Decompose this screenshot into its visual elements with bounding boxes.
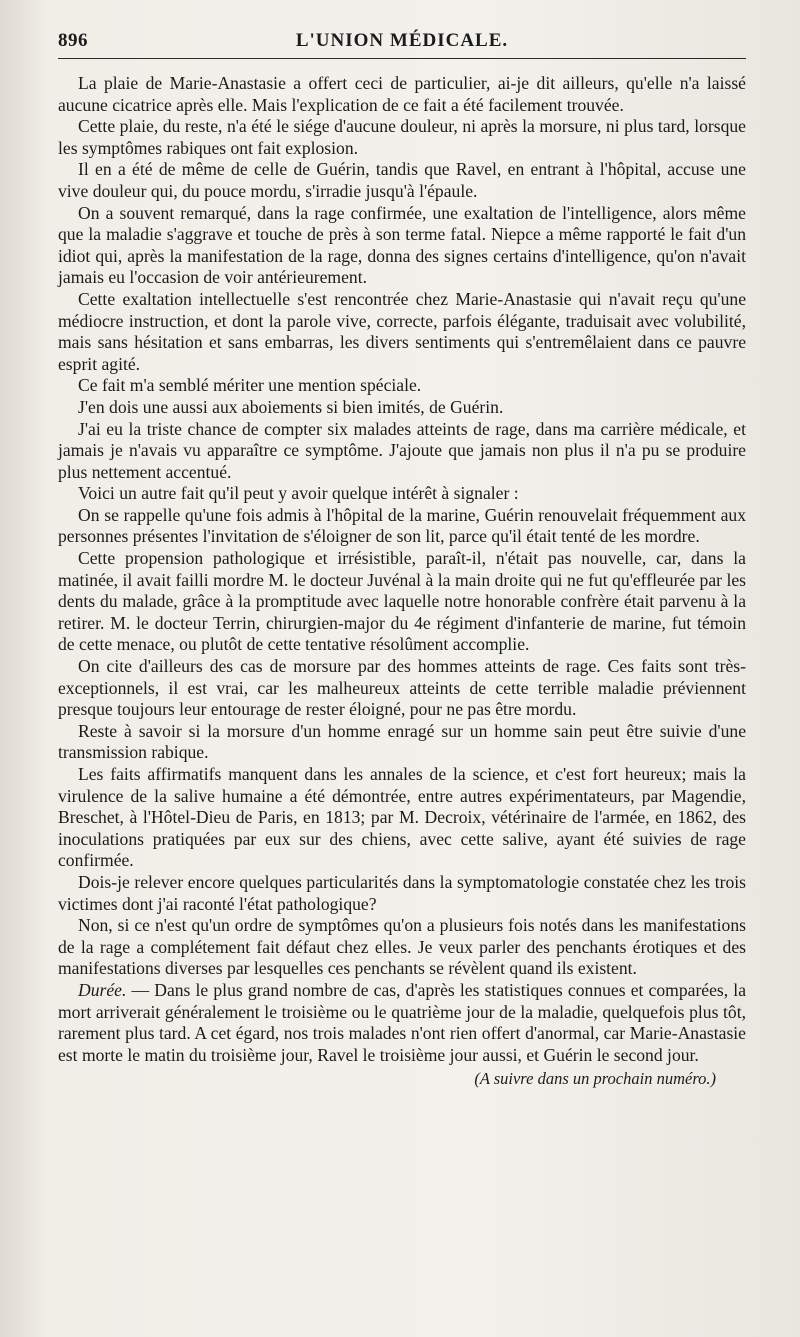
paragraph: Cette propension pathologique et irrésistible, paraît-il, n'était pas nouvelle, car, dans la matinée, il avait failli mordre M. le docteur Juvénal à la main droite qui ne fut qu'effleurée par les dents du malade, grâce à la promptitude avec laquelle notre honorable confrère était parvenu à la retirer. M. le docteur Terrin, chirurgien-major du 4e régiment d'infanterie de marine, fut témoin de cette menace, ou plutôt de cette tentative résolûment accomplie. [58,548,746,655]
paragraph: Cette plaie, du reste, n'a été le siége d'aucune douleur, ni après la morsure, ni plus tard, lorsque les symptômes rabiques ont fait explosion. [58,116,746,158]
paragraph: Dois-je relever encore quelques particularités dans la symptomatologie constatée chez les trois victimes dont j'ai raconté l'état pathologique? [58,871,746,914]
paragraph: Reste à savoir si la morsure d'un homme enragé sur un homme sain peut être suivie d'une transmission rabique. [58,720,746,763]
paragraph: Les faits affirmatifs manquent dans les annales de la science, et c'est fort heureux; mais la virulence de la salive humaine a été démontrée, entre autres expérimentateurs, par Magendie, Breschet, à l'Hôtel-Dieu de Paris, en 1813; par M. Decroix, vétérinaire de l'armée, en 1862, des inoculations pratiquées par eux sur des chiens, avec cette salive, ayant été suivies de rage confirmée. [58,764,746,871]
page-header [58,28,746,59]
paragraph: La plaie de Marie-Anastasie a offert ceci de particulier, ai-je dit ailleurs, qu'elle n'a laissé aucune cicatrice après elle. Mais l'explication de ce fait a été facilement trouvée. [58,73,746,115]
paragraph: J'ai eu la triste chance de compter six malades atteints de rage, dans ma carrière médicale, et jamais je n'avais vu apparaître ce symptôme. J'ajoute que jamais non plus il n'a pu se produire plus nettement accentué. [58,418,746,482]
continuation-note: (A suivre dans un prochain numéro.) [474,1069,716,1089]
paragraph: On se rappelle qu'une fois admis à l'hôpital de la marine, Guérin renouvelait fréquemment aux personnes présentes l'invitation de s'éloigner de son lit, parce qu'il était tenté de les mordre. [58,504,746,547]
article-body [58,73,746,1066]
paragraph: J'en dois une aussi aux aboiements si bien imités, de Guérin. [78,396,504,417]
paragraph: On cite d'ailleurs des cas de morsure par des hommes atteints de rage. Ces faits sont très-exceptionnels, il est vrai, car les malheureux atteints de cette terrible maladie préviennent presque toujours leur entourage de rester éloigné, pour ne pas être mordu. [58,656,746,720]
page-number: 896 [58,30,88,51]
duree-paragraph [58,980,746,1066]
running-title: L'UNION MÉDICALE. [295,30,509,51]
paragraph: Voici un autre fait qu'il peut y avoir quelque intérêt à signaler : [78,483,519,504]
paragraph: Il en a été de même de celle de Guérin, tandis que Ravel, en entrant à l'hôpital, accuse une vive douleur qui, du pouce mordu, s'irradie jusqu'à l'épaule. [58,159,746,201]
paragraph: Ce fait m'a semblé mériter une mention spéciale. [78,375,422,396]
paragraph: Cette exaltation intellectuelle s'est rencontrée chez Marie-Anastasie qui n'avait reçu qu'une médiocre instruction, et dont la parole vive, correcte, parfois élégante, traduisait avec volubilité, mais sans hésitation et sans embarras, les divers sentiments qui s'entremêlaient dans ce pauvre esprit agité. [58,288,746,374]
paragraph: Non, si ce n'est qu'un ordre de symptômes qu'on a plusieurs fois notés dans les manifestations de la rage a complétement fait défaut chez elles. Je veux parler des penchants érotiques et des manifestations diverses par lesquelles ces penchants se révèlent quand ils existent. [58,915,746,979]
duree-text: — Dans le plus grand nombre de cas, d'après les statistiques connues et comparées, la mort arriverait généralement le troisième ou le quatrième jour de la maladie, quelquefois plus tôt, rarement plus tard. A cet égard, nos trois malades n'ont rien offert d'anormal, car Marie-Anastasie est morte le matin du troisième jour, Ravel le troisième jour aussi, et Guérin le second jour. [58,979,746,1065]
section-label-duree: Durée. [78,979,127,1000]
paragraph: On a souvent remarqué, dans la rage confirmée, une exaltation de l'intelligence, alors même que la maladie s'aggrave et touche de près à son terme fatal. Niepce a même rapporté le fait d'un idiot qui, après la manifestation de la rage, donna des signes certains d'intelligence, qu'on n'avait jamais eu l'occasion de voir antérieurement. [58,202,746,288]
